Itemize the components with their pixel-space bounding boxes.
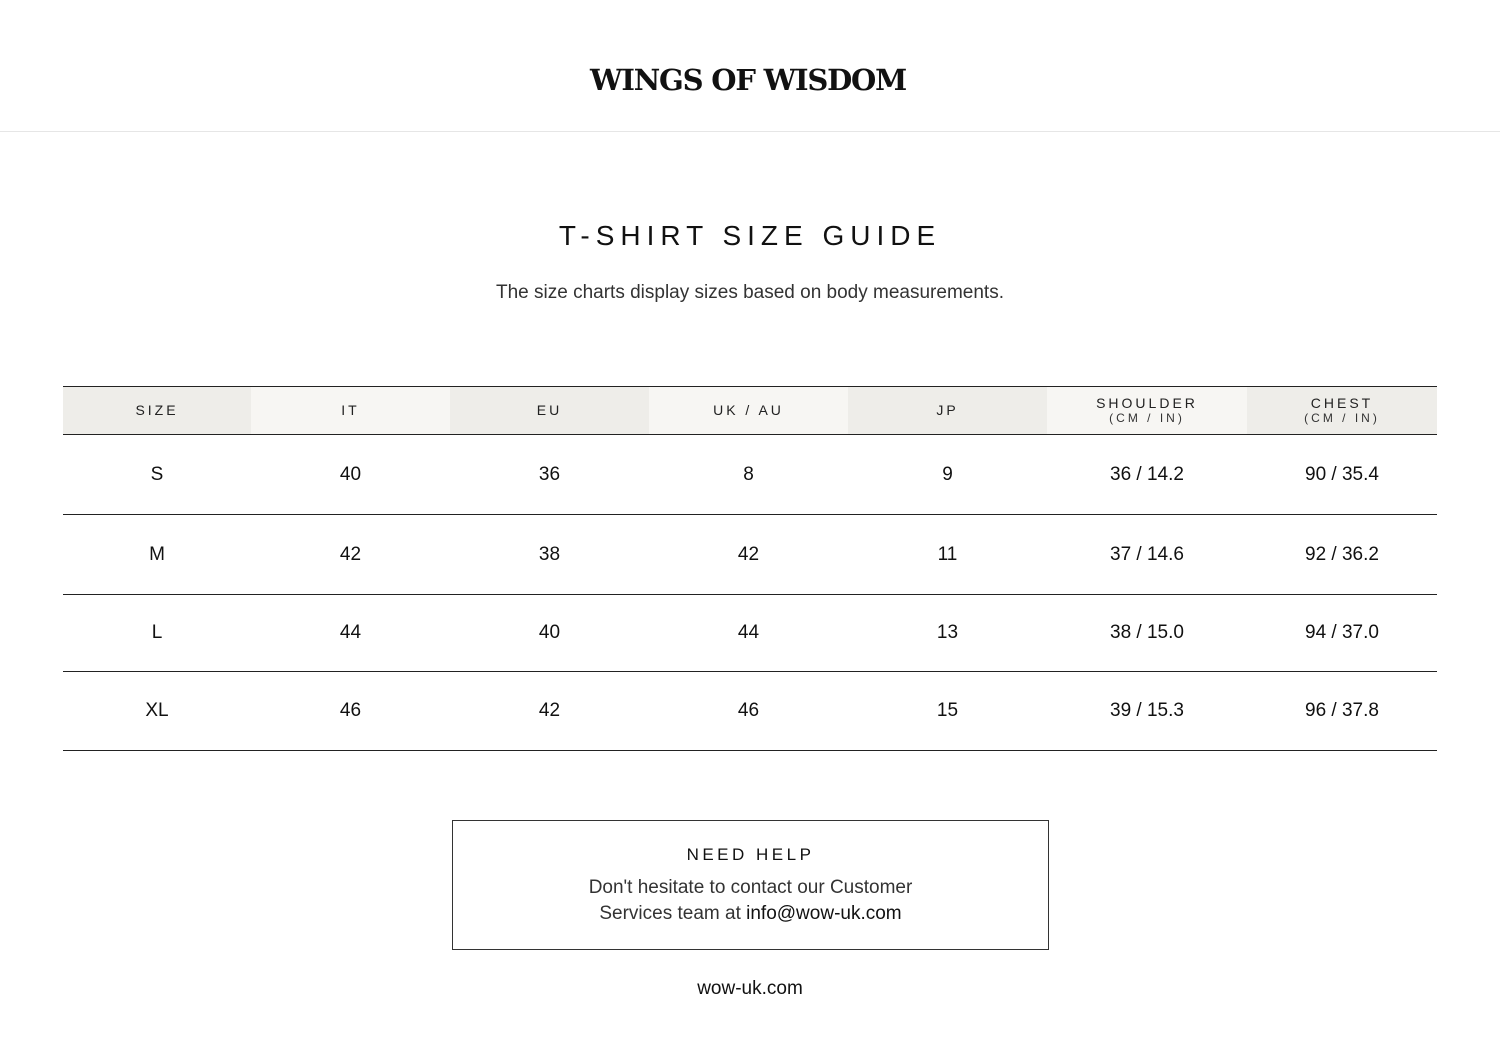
table-header-row: [63, 387, 1437, 435]
column-header-shoulder: SHOULDER (CM / IN): [1047, 387, 1247, 435]
cell-size: S: [150, 463, 164, 485]
cell-uk-au: 8: [743, 463, 754, 485]
cell-eu: 40: [538, 622, 561, 643]
cell-it: 40: [339, 463, 362, 485]
cell-chest: 94 / 37.0: [1305, 622, 1379, 643]
cell-size: L: [151, 622, 163, 643]
table-row: [63, 515, 1437, 595]
cell-size: XL: [145, 700, 169, 721]
cell-jp: 9: [942, 463, 953, 485]
column-header-unit: (CM / IN): [1304, 410, 1380, 425]
cell-jp: 15: [936, 700, 959, 721]
site-header: [0, 0, 1500, 132]
page-title: T-SHIRT SIZE GUIDE: [558, 220, 942, 251]
cell-eu: 38: [538, 543, 561, 565]
website-link[interactable]: wow-uk.com: [697, 978, 803, 999]
email-link[interactable]: info@wow-uk.com: [746, 903, 902, 924]
brand-logo[interactable]: [590, 60, 906, 100]
cell-uk-au: 46: [737, 700, 760, 721]
cell-it: 44: [339, 622, 362, 643]
cell-jp: 13: [936, 622, 959, 643]
cell-size: M: [149, 543, 165, 565]
cell-shoulder: 38 / 15.0: [1110, 622, 1184, 643]
cell-it: 42: [339, 543, 362, 565]
help-line-2: Services team at: [599, 903, 747, 924]
cell-it: 46: [339, 700, 362, 721]
column-header-unit: (CM / IN): [1109, 410, 1185, 425]
column-header-it: IT: [251, 387, 450, 435]
cell-jp: 11: [937, 543, 958, 565]
size-chart-table: [63, 386, 1437, 751]
cell-eu: 36: [538, 463, 561, 485]
cell-shoulder: 39 / 15.3: [1110, 700, 1184, 721]
table-row: [63, 672, 1437, 751]
cell-uk-au: 42: [737, 543, 760, 565]
column-header-jp: JP: [848, 387, 1047, 435]
column-header-chest: CHEST (CM / IN): [1247, 387, 1437, 435]
cell-shoulder: 36 / 14.2: [1110, 463, 1184, 485]
cell-eu: 42: [538, 700, 561, 721]
help-box: [452, 820, 1049, 950]
help-title: NEED HELP: [686, 845, 815, 864]
column-header-size: SIZE: [63, 387, 251, 435]
help-text: [453, 875, 1048, 927]
column-header-eu: EU: [450, 387, 649, 435]
page-subtitle: The size charts display sizes based on body measurements.: [496, 282, 1004, 303]
table-row: [63, 435, 1437, 515]
brand-name: WINGS OF WISDOM: [590, 63, 906, 97]
table-row: [63, 595, 1437, 672]
column-header-uk-au: UK / AU: [649, 387, 848, 435]
cell-uk-au: 44: [737, 622, 760, 643]
cell-shoulder: 37 / 14.6: [1110, 543, 1184, 565]
help-line-1: Don't hesitate to contact our Customer: [588, 877, 913, 898]
cell-chest: 96 / 37.8: [1305, 700, 1379, 721]
cell-chest: 90 / 35.4: [1305, 463, 1379, 485]
cell-chest: 92 / 36.2: [1305, 543, 1379, 565]
